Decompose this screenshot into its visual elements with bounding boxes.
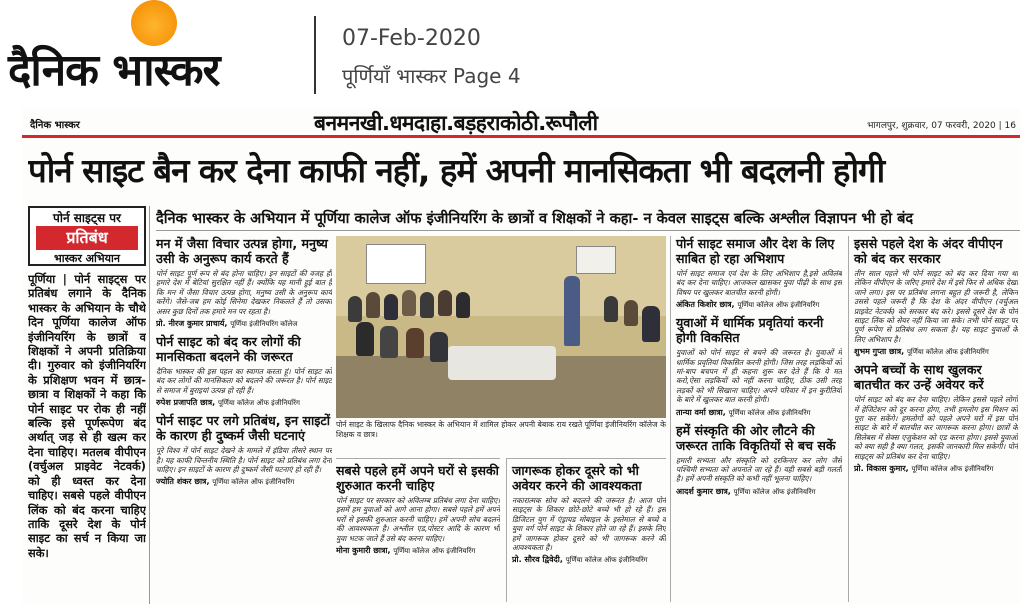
article-head: इससे पहले देश के अंदर वीपीएन को बंद कर सरकार xyxy=(854,236,1003,266)
photo-person xyxy=(420,292,434,318)
photo-teacher xyxy=(564,276,580,346)
byline xyxy=(512,554,666,566)
byline-org: पूर्णिया कॉलेज ऑफ इंजीनियरिंग xyxy=(728,408,811,417)
photo-person xyxy=(430,332,448,362)
byline-name: प्रो. नीरज कुमार प्राचार्य, xyxy=(156,319,228,329)
article-block xyxy=(676,423,842,498)
strip-dateline: भागलपुर, शुक्रवार, 07 फरवरी, 2020 | 16 xyxy=(867,121,1016,131)
photo-person xyxy=(366,292,380,318)
photo-person xyxy=(456,292,470,318)
article-body: युवाओं को पोर्न साइट से बचने की जरूरत है। युवाओं में धार्मिक प्रवृतियां विकसित करनी होगी। जिस तरह लड़कियों को मां-बाप बचपन में ही कहना शुरू कर देते हैं कि ये मत करो,ऐसा लड़कियों को नहीं करना चाहिए, ठीक उसी तरह लड़कों को भी सिखाना चाहिए। अपने परिवार में इन कुरीतियों के बारे में खुलकर बात करनी होगी। xyxy=(676,348,842,405)
edition-page: पूर्णियाँ भास्कर Page 4 xyxy=(342,64,521,88)
campaign-box xyxy=(22,206,150,604)
byline-name: आदर्श कुमार छात्र, xyxy=(676,486,731,496)
byline-org: पूर्णिया कॉलेज ऑफ इंजीनियरिंग xyxy=(737,301,820,310)
article-body: पोर्न साइट पर सरकार को अविलम्ब प्रतिबंध लगा देना चाहिए। इसमें हम युवाओं को आगे आना होगा। सबसे पहले हमें अपने घरों से इसकी शुरुआत करनी चाहिए। हमें अपनी सोच बदलने की आवश्यकता है। अश्लील एड,पोस्टर आदि के कारण भी युवा भटक जाते हैं उसे बंद करना चाहिए। xyxy=(336,496,500,543)
article-body: तीन साल पहले भी पोर्न साइट को बंद कर दिया गया था लेकिन वीपीएन के जरिए हमारे देश में इसे फिर से अधिक देखा जाने लगा। इस पर प्रतिबंध लगना बहुत ही जरूरी है, लेकिन उससे पहले जरूरी है कि देश के अंदर वीपीएन (वर्चुअल प्राइवेट नेटवर्क) को सरकार बंद करे। इससे दूसरे देश के पोर्न साइट लिंक को सेयर नहीं किया जा सके। तभी पोर्न साइट पर पूर्ण रूपेण से प्रतिबंध लग सकता है। यह साइट युवाओं के लिए अभिशाप है। xyxy=(854,269,1018,344)
photo-notice-board xyxy=(576,246,616,274)
column-3 xyxy=(506,458,666,602)
main-headline: पोर्न साइट बैन कर देना काफी नहीं, हमें अपनी मानसिकता भी बदलनी होगी xyxy=(28,151,885,190)
page-header-strip xyxy=(22,108,1020,138)
byline-name: रुपेश प्रजापति छात्र, xyxy=(156,398,216,408)
strip-towns: बनमनखी.धमदाहा.बड़हराकोठी.रूपौली xyxy=(314,111,598,135)
photo-person xyxy=(624,300,638,326)
article-body: दैनिक भास्कर की इस पहल का स्वागत करता हूं। पोर्न साइट को बंद कर लोगों की मानसिकता को बदलने की जरूरत है। पोर्न साइट से समाज में बुराइयां उत्पन्न हो रही हैं। xyxy=(156,367,332,395)
campaign-badge xyxy=(28,206,146,266)
article-body: पोर्न साइट समाज एवं देश के लिए अभिशाप है,इसे अविलंब बंद कर देना चाहिए। आजकल खासकर युवा पीढ़ी के साथ इस विषय पर खुलकर बातचीत करनी होगी। xyxy=(676,269,842,297)
byline xyxy=(156,476,332,488)
article-body: पोर्न साइट पूर्ण रूप से बंद होना चाहिए। इन साइटों की वजह ही हमारे देश में बेटियां सुरक्षित नहीं हैं। क्योंकि यह मानी हुई बात है कि मन में जैसा विचार उत्पन्न होगा, मनुष्य उसी के अनुरूप कार्य करेंगे। जैसे-जब हम कोई सिनेमा देखकर निकलते हैं तो उसका असर कुछ दिनों तक हमारे मन पर रहता है। xyxy=(156,269,332,316)
byline xyxy=(676,486,842,498)
byline xyxy=(156,397,332,409)
byline-name: प्रो. सौरव द्विवेदी, xyxy=(512,555,563,565)
article-body: हमारी सभ्यता और संस्कृति को दरकिनार कर लोग जैसे पश्चिमी सभ्यता को अपनाते जा रहे हैं। यही सबसे बड़ी गलती है। हमें अपनी संस्कृति को कभी नहीं भूलना चाहिए। xyxy=(676,455,842,484)
byline xyxy=(676,407,842,419)
subheadline: दैनिक भास्कर के अभियान में पूर्णिया कालेज ऑफ इंजीनियरिंग के छात्रों व शिक्षकों ने कहा- न केवल साइट्स बल्कि अश्लील विज्ञापन भी हो बंद xyxy=(156,208,1020,231)
byline-org: पूर्णिया कॉलेज ऑफ इंजीनियरिंग xyxy=(911,465,994,474)
byline-org: पूर्णिया कॉलेज ऑफ इंजीनियरिंग xyxy=(393,547,476,556)
byline-name: तान्या वर्मा छात्रा, xyxy=(676,407,726,417)
byline xyxy=(854,346,1018,358)
photo-caption: पोर्न साइट के खिलाफ दैनिक भास्कर के अभियान में शामिल होकर अपनी बेबाक राय रखते पूर्णिया इंजीनियरिंग कॉलेज के शिक्षक व छात्र। xyxy=(336,420,666,439)
photo-person xyxy=(604,296,618,322)
column-4 xyxy=(670,236,842,602)
column-1 xyxy=(156,236,332,602)
byline xyxy=(854,463,1018,475)
article-head: युवाओं में धार्मिक प्रवृतियां करनी होगी विकसित xyxy=(676,315,824,346)
byline-org: पूर्णिया इंजीनियरिंग कॉलेज xyxy=(230,320,298,329)
article-head: मन में जैसा विचार उत्पन्न होगा, मनुष्य उसी के अनुरूप कार्य करते हैं xyxy=(156,236,328,266)
intro-text: पूर्णिया | पोर्न साइट्स पर प्रतिबंध लगाने के दैनिक भास्कर के अभियान के चौथे दिन पूर्णिया कालेज ऑफ इंजीनियरिंग के छात्रों व शिक्षकों ने अपनी प्रतिक्रिया दी। गुरुवार को इंजीनियरिंग के प्रशिक्षण भवन में छात्र-छात्रा व शिक्षकों ने कहा कि पोर्न साइट पर रोक ही नहीं बल्कि इसे पूर्णरूपेण बंद अर्थात् जड़ से ही खत्म कर देना चाहिए। मतलब वीपीएन (वर्चुअल प्राइवेट नेटवर्क) को ही ध्वस्त कर देना चाहिए। सबसे पहले वीपीएन लिंक को बंद करना चाहिए ताकि दूसरे देश के पोर्न साइट का सर्च न किया जा सके। xyxy=(28,272,146,560)
article-head: सबसे पहले हमें अपने घरों से इसकी शुरुआत करनी चाहिए xyxy=(336,463,499,493)
masthead xyxy=(0,0,1024,108)
photo-person xyxy=(348,296,362,322)
byline xyxy=(336,545,500,557)
dainik-bhaskar-logo: दैनिक भास्कर xyxy=(8,45,220,96)
photo-person xyxy=(642,306,660,342)
edition-date: 07-Feb-2020 xyxy=(342,26,481,51)
photo-person xyxy=(356,322,374,356)
classroom-photo xyxy=(336,236,666,418)
photo-person xyxy=(384,294,398,320)
article-head: अपने बच्चों के साथ खुलकर बातचीत कर उन्हें अवेयर करें xyxy=(854,362,984,393)
byline-org: पूर्णिया कॉलेज ऑफ इंजीनियरिंग xyxy=(906,348,989,357)
byline-name: प्रो. विकास कुमार, xyxy=(854,464,909,474)
byline-name: मोना कुमारी छात्रा, xyxy=(336,546,391,556)
article-block xyxy=(156,413,332,488)
photo-person xyxy=(438,290,452,316)
article-head: पोर्न साइट को बंद कर लोगों की मानसिकता बदलने की जरूरत xyxy=(156,334,301,365)
article-block xyxy=(854,236,1018,358)
newspaper-page xyxy=(22,108,1020,604)
article-body: नकारात्मक सोच को बदलने की जरूरत है। आज पोर्न साइट्स के शिकार छोटे-छोटे बच्चे भी हो रहे हैं। इस डिजिटल युग में एंड्रायड मोबाइल के इस्तेमाल से बच्चे व युवा वर्ग पोर्न साइट के शिकार होते जा रहे हैं। इसके लिए हमें जागरूक होकर दूसरे को भी जागरूक करने की आवश्यकता है। xyxy=(512,496,666,553)
article-block xyxy=(156,236,332,330)
byline-org: पूर्णिया कॉलेज ऑफ इंजीनियरिंग xyxy=(565,556,648,565)
byline-name: शुभम गुप्ता छात्र, xyxy=(854,347,905,357)
article-head: पोर्न साइट समाज और देश के लिए साबित हो रहा अभिशाप xyxy=(676,236,835,266)
photo-table xyxy=(448,346,556,380)
photo-person xyxy=(406,328,424,358)
article-block xyxy=(676,236,842,311)
strip-logo: दैनिक भास्कर xyxy=(30,120,80,131)
byline-name: अंकित किशोर छात्र, xyxy=(676,300,735,310)
photo-person xyxy=(402,290,416,316)
article-head: हमें संस्कृति की ओर लौटने की जरूरत ताकि विकृतियों से बच सकें xyxy=(676,422,836,453)
byline xyxy=(156,318,332,330)
sun-logo-icon xyxy=(131,0,177,46)
article-head: जागरूक होकर दूसरे को भी अवेयर करने की आवश्यकता xyxy=(512,463,642,493)
badge-mid: प्रतिबंध xyxy=(36,226,138,250)
article-body: पोर्न साइट को बंद कर देना चाहिए। लेकिन इससे पहले लोगों में हेजिटेशन को दूर करना होगा, तभी हमलोग इस मिशन को पूरा कर सकेंगे। हमलोगों को पहले अपने घरों में इस पोर्न साइट के बारे में बातचीत कर जागरूक करना होगा। छात्रों के सिलेबस में सेक्स एजुकेशन को एड करना होगा। इससे युवाओं को क्या सही है क्या गलत, इसकी जानकारी मिल सकेगी। पोर्न साइट्स को प्रतिबंध कर देना चाहिए। xyxy=(854,395,1018,461)
badge-bottom: भास्कर अभियान xyxy=(54,252,120,265)
article-body: पूरे विश्व में पोर्न साइट देखने के मामले में इंडिया तीसरे स्थान पर है। यह काफी चिन्तनीय स्थिति है। पोर्न साइट को प्रतिबंध लगा देना चाहिए। इन साइटों के कारण ही दुष्कर्म जैसी घटनाएं हो रही हैं। xyxy=(156,446,332,475)
byline-org: पूर्णिया कॉलेज ऑफ इंजीनियरिंग xyxy=(733,487,816,496)
article-block xyxy=(854,362,1018,475)
photo-notice-board xyxy=(366,244,426,284)
byline-org: पूर्णिया कॉलेज ऑफ इंजीनियरिंग xyxy=(212,478,295,487)
article-head: पोर्न साइट पर लगे प्रतिबंध, इन साइटों के कारण ही दुष्कर्म जैसी घटनाएं xyxy=(156,413,331,444)
photo-person xyxy=(380,326,398,358)
masthead-divider xyxy=(314,16,316,94)
column-2 xyxy=(336,458,500,602)
byline-org: पूर्णिया कॉलेज ऑफ इंजीनियरिंग xyxy=(218,399,300,408)
badge-top: पोर्न साइट्स पर xyxy=(53,211,121,225)
byline-name: ज्योति शंकर छात्र, xyxy=(156,477,210,487)
byline xyxy=(676,299,842,311)
column-5 xyxy=(848,236,1018,602)
article-block xyxy=(156,334,332,409)
article-block xyxy=(676,315,842,418)
